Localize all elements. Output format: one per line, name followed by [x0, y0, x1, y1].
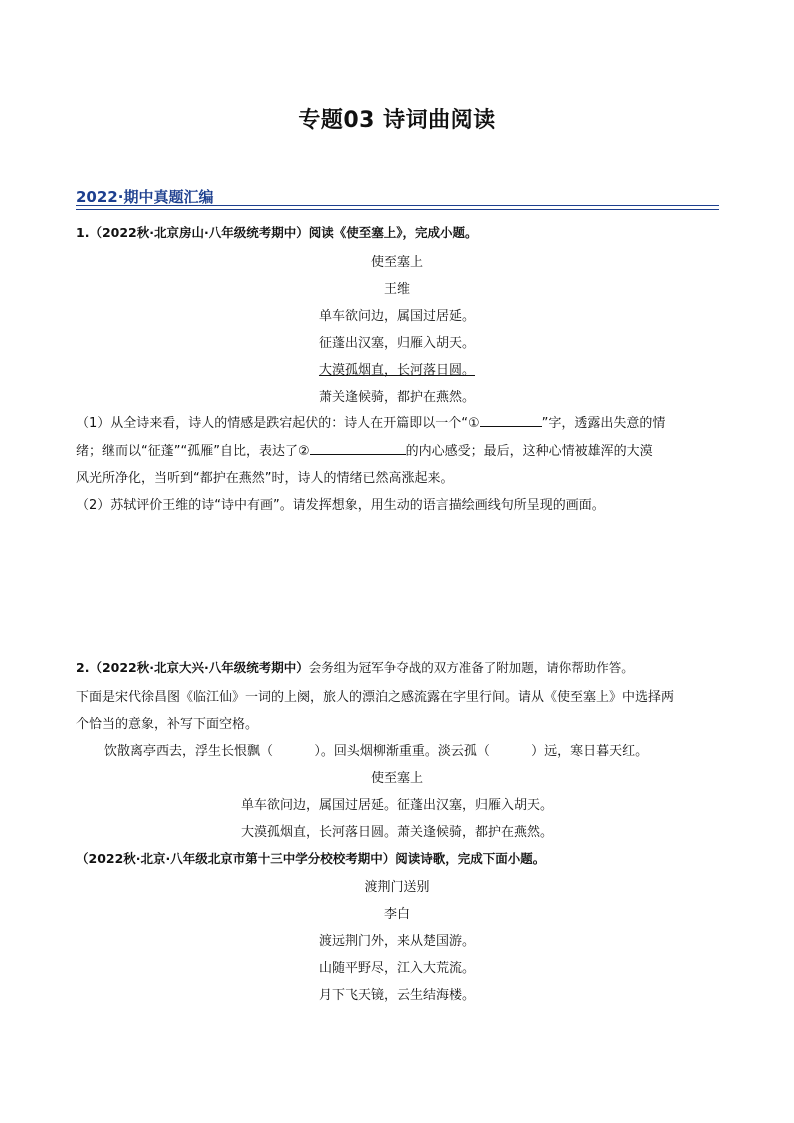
- q2-source: 2.（2022秋·北京大兴·八年级统考期中）: [76, 660, 309, 675]
- page-title: 专题03 诗词曲阅读: [298, 108, 496, 133]
- q2-line3: 个恰当的意象，补写下面空格。: [76, 717, 259, 732]
- q1-sub2: （2）苏轼评价王维的诗“诗中有画”。请发挥想象，用生动的语言描绘画线句所呈现的画面。: [76, 498, 605, 513]
- q1-poem-author: 王维: [383, 282, 410, 297]
- q1-sub1-line3: 风光所净化，当听到“都护在燕然”时，诗人的情绪已然高涨起来。: [76, 471, 454, 486]
- question-3-heading: （2022秋·北京·八年级北京市第十三中学分校校考期中）阅读诗歌，完成下面小题。: [76, 851, 546, 866]
- answer-blank-2[interactable]: [310, 441, 406, 455]
- q2-fill-line: 饮散离亭西去，浮生长恨飘（ ）。回头烟柳渐重重。淡云孤（ ）远，寒日暮天红。: [104, 744, 649, 759]
- question-2-heading: [76, 658, 634, 676]
- q1-sub1-text: （1）从全诗来看，诗人的情感是跌宕起伏的：诗人在开篇即以一个“①: [76, 416, 480, 431]
- q2-poem-line: 大漠孤烟直，长河落日圆。萧关逢候骑，都护在燕然。: [240, 825, 553, 840]
- q1-sub1-text: 绪；继而以“征蓬”“孤雁”自比，表达了②: [76, 444, 310, 459]
- q1-sub1-line1: [76, 412, 665, 431]
- q1-sub1-line2: [76, 440, 653, 459]
- q2-poem-title: 使至塞上: [370, 771, 423, 786]
- q3-poem-author: 李白: [383, 907, 410, 922]
- q3-poem-line: 山随平野尽，江入大荒流。: [318, 961, 475, 976]
- q2-instruction: 会务组为冠军争夺战的双方准备了附加题，请你帮助作答。: [308, 660, 634, 675]
- q1-poem-line: 萧关逢候骑，都护在燕然。: [318, 390, 475, 405]
- section-rule-thin: [76, 209, 719, 210]
- q1-poem-line: 征蓬出汉塞，归雁入胡天。: [318, 336, 475, 351]
- q1-poem-line-underlined: 大漠孤烟直，长河落日圆。: [318, 363, 475, 378]
- q3-poem-line: 月下飞天镜，云生结海楼。: [318, 988, 475, 1003]
- q3-poem-line: 渡远荆门外，来从楚国游。: [318, 934, 475, 949]
- section-heading: 2022·期中真题汇编: [76, 188, 214, 206]
- question-1-heading: 1.（2022秋·北京房山·八年级统考期中）阅读《使至塞上》，完成小题。: [76, 225, 478, 240]
- answer-blank-1[interactable]: [480, 413, 542, 427]
- q3-poem-title: 渡荆门送别: [364, 880, 430, 895]
- section-rule: [76, 205, 719, 206]
- q1-poem-line-wrap: [0, 359, 794, 378]
- q1-sub1-text: ”字，透露出失意的情: [541, 416, 666, 431]
- q2-line2: 下面是宋代徐昌图《临江仙》一词的上阕，旅人的漂泊之感流露在字里行间。请从《使至塞上》中选择两: [76, 690, 675, 705]
- q2-poem-line: 单车欲问边，属国过居延。征蓬出汉塞，归雁入胡天。: [240, 798, 553, 813]
- q1-sub1-text: 的内心感受；最后，这种心情被雄浑的大漠: [405, 444, 653, 459]
- q1-poem-line: 单车欲问边，属国过居延。: [318, 309, 475, 324]
- q1-poem-title: 使至塞上: [370, 255, 423, 270]
